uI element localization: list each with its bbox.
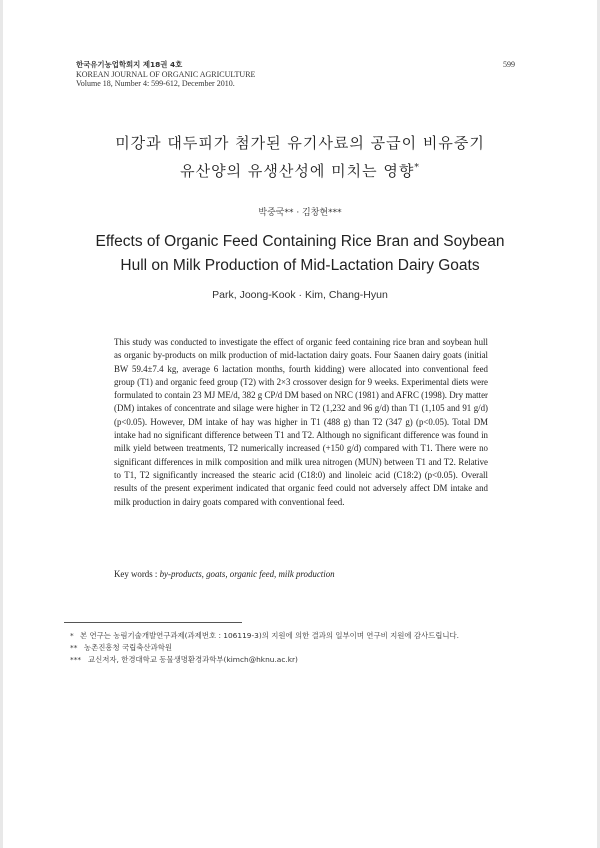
- keywords-label: Key words :: [114, 569, 158, 579]
- footnote-text: 교신저자, 한경대학교 동물생명환경과학부(kimch@hknu.ac.kr): [88, 655, 298, 665]
- title-en-line2: Hull on Milk Production of Mid-Lactation Dairy Goats: [120, 257, 480, 274]
- title-korean: [60, 131, 540, 184]
- journal-name-en: KOREAN JOURNAL OF ORGANIC AGRICULTURE: [76, 69, 256, 79]
- footnote-funding: [70, 630, 500, 642]
- page-number: 599: [503, 60, 515, 69]
- footnote-mark: **: [70, 643, 78, 653]
- title-en-line1: Effects of Organic Feed Containing Rice Bran and Soybean: [95, 233, 505, 250]
- authors-korean: 박중국** · 김창현***: [258, 208, 342, 218]
- title-ko-line2: 유산양의 유생산성에 미치는 영향*: [180, 162, 420, 180]
- title-ko-line1: 미강과 대두피가 첨가된 유기사료의 공급이 비유중기: [115, 134, 485, 152]
- title-footnote-mark: *: [414, 163, 420, 173]
- footnote-mark: ***: [70, 655, 82, 665]
- abstract: This study was conducted to investigate the effect of organic feed containing rice bran and soybean hull as organic by-products on milk production of mid-lactation dairy goats. Four Saanen dairy goats (initial BW 59.4±7.4 kg, average 6 lactation months, fourth kidding) were allocated into conventional feed group (T1) and organic feed group (T2) with 2×3 crossover design for 9 weeks. Experimental diets were formulated to contain 23 MJ ME/d, 382 g CP/d DM based on NRC (1981) and AFRC (1998). Dry matter (DM) intakes of concentrate and silage were higher in T2 (1,232 and 96 g/d) than T1 (1,105 and 91 g/d) (p<0.05). However, DM intake of hay was higher in T1 (488 g) than T2 (347 g) (p<0.05). Total DM intake had no significant difference between T1 and T2. Although no significant difference was found in milk yield between treatments, T2 numerically increased (+150 g/d) compared with T1. There were no significant differences in milk composition and milk urea nitrogen (MUN) between T1 and T2. Relative to T1, T2 significantly increased the stearic acid (C18:0) and linoleic acid (C18:2) (p<0.05). Overall results of the present experiment indicated that organic feed could not adversely affect DM intake and milk production in dairy goats compared with conventional feed.: [114, 337, 488, 507]
- volume-info: Volume 18, Number 4: 599-612, December 2010.: [76, 79, 235, 89]
- footnote-text: 본 연구는 농림기술개발연구과제(과제번호 : 106119-3)의 지원에 의한 결과의 일부이며 연구비 지원에 감사드립니다.: [80, 631, 460, 640]
- journal-name-ko: 한국유기농업학회지 제18권 4호: [76, 60, 183, 69]
- footnote-corresponding-author: [70, 654, 500, 666]
- footnote-text: 농촌진흥청 국립축산과학원: [84, 643, 173, 653]
- authors-english: Park, Joong-Kook · Kim, Chang-Hyun: [212, 289, 388, 301]
- page-left-edge: [0, 0, 3, 848]
- journal-header: [76, 60, 255, 89]
- footnote-mark: *: [70, 631, 74, 640]
- title-english: [60, 230, 540, 278]
- footnote-divider: [64, 622, 242, 623]
- keywords-terms: by-products, goats, organic feed, milk production: [159, 569, 335, 579]
- footnote-affiliation-1: [70, 642, 500, 654]
- keywords: [114, 569, 488, 579]
- footnotes: [70, 630, 500, 667]
